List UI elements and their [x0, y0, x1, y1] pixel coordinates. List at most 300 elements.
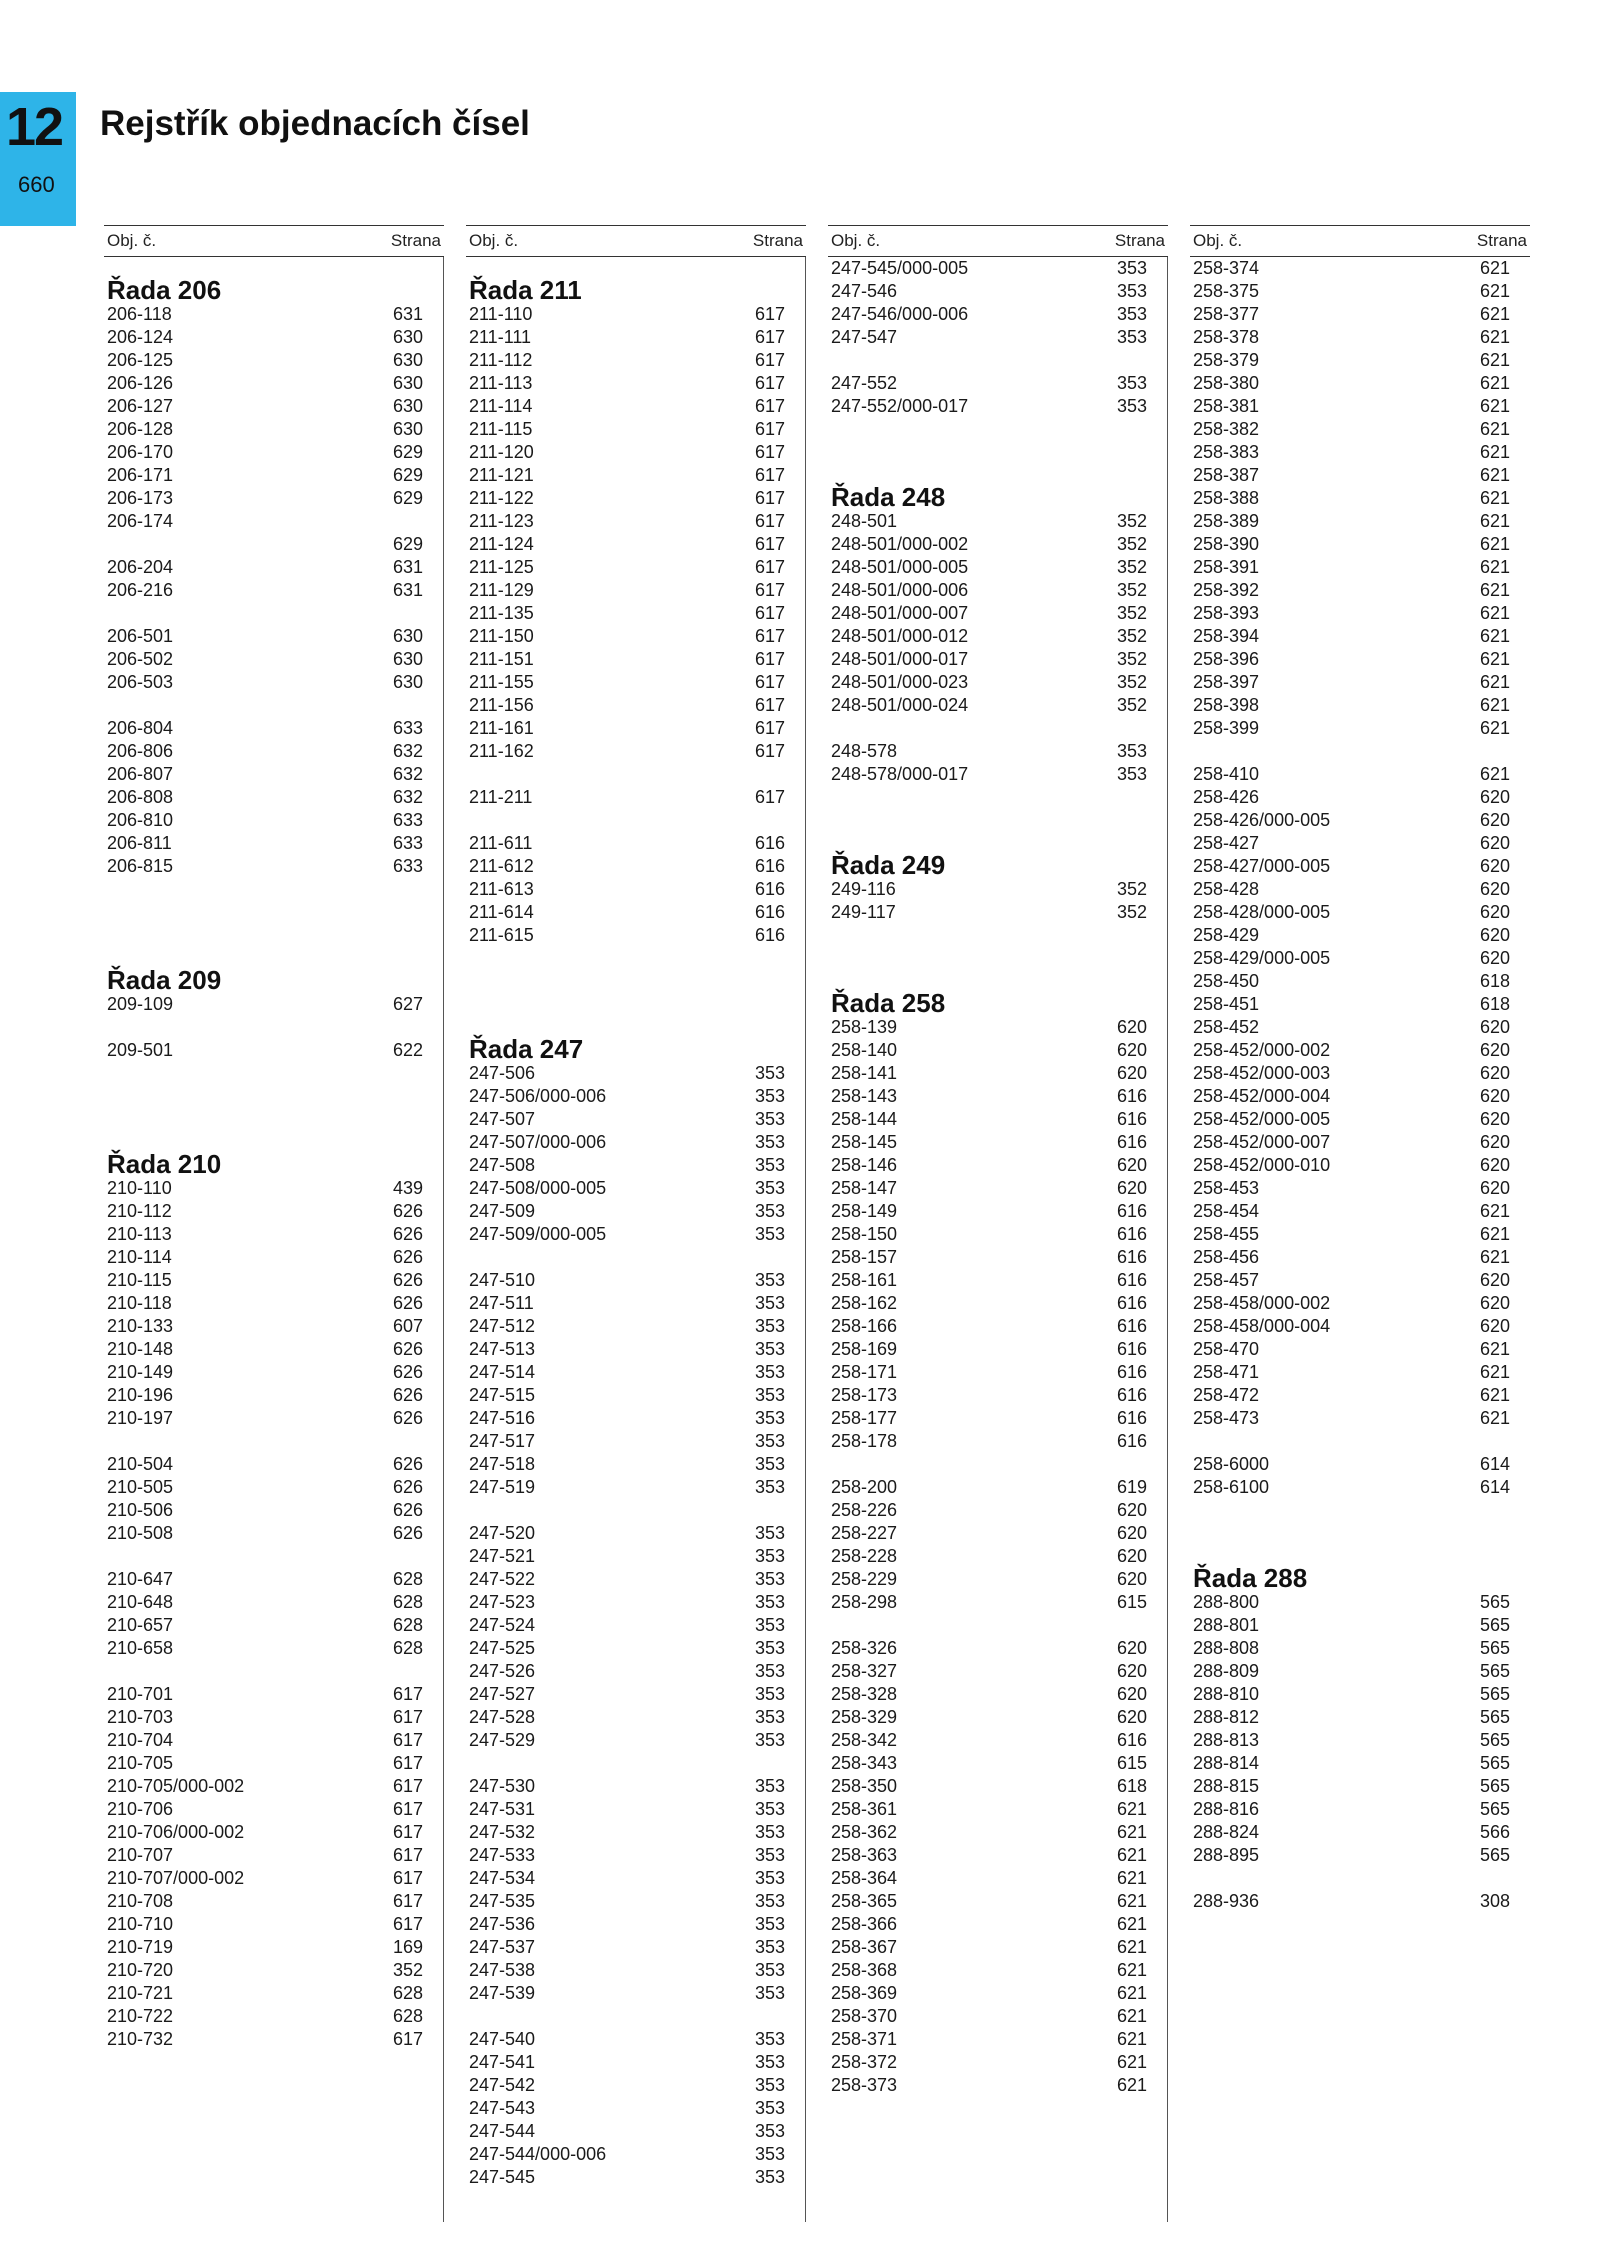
row-spacer: [469, 809, 785, 832]
index-row: [1193, 1775, 1510, 1798]
order-number: 258-343: [831, 1753, 898, 1773]
page-ref: 626: [392, 1270, 423, 1290]
index-row: [1193, 763, 1510, 786]
index-row: [1193, 1016, 1510, 1039]
page-ref: 353: [754, 1454, 785, 1474]
order-number: 247-522: [469, 1569, 536, 1589]
page-ref: 352: [1116, 649, 1147, 669]
order-number: 247-525: [469, 1638, 536, 1658]
index-row: [831, 648, 1147, 671]
page-ref: 353: [754, 1638, 785, 1658]
order-number: 206-502: [107, 649, 174, 669]
index-row: [1193, 372, 1510, 395]
page-ref: 617: [754, 718, 785, 738]
order-number: 247-541: [469, 2052, 536, 2072]
order-number: 247-533: [469, 1845, 536, 1865]
series-heading: Řada 249: [831, 850, 946, 880]
index-row: [831, 1844, 1147, 1867]
page-ref: 565: [1479, 1845, 1510, 1865]
row-spacer: [107, 1108, 423, 1131]
page-ref: 626: [392, 1339, 423, 1359]
index-row: [469, 786, 785, 809]
order-number: 258-426/000-005: [1193, 810, 1331, 830]
page-ref: 353: [754, 1776, 785, 1796]
index-row: [107, 993, 423, 1016]
index-row: [831, 2028, 1147, 2051]
order-number: 247-545/000-005: [831, 258, 969, 278]
order-number: 258-380: [1193, 373, 1260, 393]
page-ref: 621: [1479, 1385, 1510, 1405]
index-row: [107, 1177, 423, 1200]
page-ref: 621: [1479, 465, 1510, 485]
page-ref: 353: [754, 1339, 785, 1359]
page-ref: 617: [392, 1799, 423, 1819]
page-ref: 617: [754, 672, 785, 692]
order-number: 206-811: [107, 833, 172, 853]
index-row: [831, 1430, 1147, 1453]
order-number: 258-387: [1193, 465, 1260, 485]
page-ref: 353: [754, 1983, 785, 2003]
page-ref: 353: [754, 1155, 785, 1175]
index-row: [107, 1936, 423, 1959]
page-ref: 621: [1479, 396, 1510, 416]
order-number: 210-732: [107, 2029, 174, 2049]
order-number: 206-124: [107, 327, 174, 347]
order-number: 210-148: [107, 1339, 174, 1359]
page-ref: 352: [1116, 672, 1147, 692]
index-row: [469, 1867, 785, 1890]
page-ref: 626: [392, 1408, 423, 1428]
page-ref: 353: [754, 1891, 785, 1911]
page-ref: 621: [1116, 1799, 1147, 1819]
page-ref: 621: [1479, 511, 1510, 531]
order-number: 247-544/000-006: [469, 2144, 607, 2164]
series-heading: Řada 206: [107, 275, 222, 305]
page-ref: 633: [392, 833, 423, 853]
order-number: 258-396: [1193, 649, 1260, 669]
index-row: [107, 1729, 423, 1752]
page-ref: 621: [1116, 1937, 1147, 1957]
page-ref: 621: [1479, 1339, 1510, 1359]
index-row: [1193, 694, 1510, 717]
order-number: 288-813: [1193, 1730, 1260, 1750]
index-row: [1193, 1085, 1510, 1108]
index-row: [831, 510, 1147, 533]
index-row: [107, 1246, 423, 1269]
index-row: [1193, 1660, 1510, 1683]
page-ref: 620: [1116, 1155, 1147, 1175]
page-ref: 353: [754, 1362, 785, 1382]
order-number: 247-534: [469, 1868, 536, 1888]
page-ref: 353: [754, 1615, 785, 1635]
order-number: 210-721: [107, 1983, 174, 2003]
page-ref: 617: [754, 511, 785, 531]
index-row: [469, 901, 785, 924]
page-ref: 439: [392, 1178, 423, 1198]
page-ref: 620: [1479, 1270, 1510, 1290]
order-number: 288-936: [1193, 1891, 1260, 1911]
index-row: [831, 1062, 1147, 1085]
order-number: 258-367: [831, 1937, 898, 1957]
page-ref: 620: [1116, 1684, 1147, 1704]
index-row: [831, 1384, 1147, 1407]
row-spacer: [107, 901, 423, 924]
index-row: [1193, 1706, 1510, 1729]
order-number: 247-514: [469, 1362, 536, 1382]
index-row: [1193, 602, 1510, 625]
index-row: [1193, 1039, 1510, 1062]
index-row: [831, 671, 1147, 694]
order-number: 211-611: [469, 833, 533, 853]
page-ref: 617: [754, 350, 785, 370]
page-ref: 628: [392, 1569, 423, 1589]
index-row: [1193, 786, 1510, 809]
order-number: 247-531: [469, 1799, 536, 1819]
index-row: [107, 1637, 423, 1660]
index-row: [831, 1200, 1147, 1223]
index-row: [831, 1706, 1147, 1729]
index-row: [469, 1361, 785, 1384]
index-row: [1193, 1476, 1510, 1499]
row-spacer: [107, 878, 423, 901]
order-number: 248-501/000-023: [831, 672, 969, 692]
page-ref: 566: [1479, 1822, 1510, 1842]
row-spacer: [469, 763, 785, 786]
page-ref: 353: [754, 1270, 785, 1290]
page-ref: 629: [392, 442, 423, 462]
page-ref: 620: [1116, 1500, 1147, 1520]
index-row: [469, 1338, 785, 1361]
page-ref: 617: [754, 649, 785, 669]
page-ref: 353: [754, 1868, 785, 1888]
index-row: [1193, 1798, 1510, 1821]
row-spacer: [831, 786, 1147, 809]
index-row: [469, 1683, 785, 1706]
index-row: [469, 1729, 785, 1752]
order-number: 247-513: [469, 1339, 536, 1359]
index-row: [469, 924, 785, 947]
order-number: 247-540: [469, 2029, 536, 2049]
page-number: 660: [18, 172, 55, 197]
order-number: 210-112: [107, 1201, 172, 1221]
page-ref: 617: [754, 304, 785, 324]
page-ref: 353: [1116, 396, 1147, 416]
index-row: [469, 1407, 785, 1430]
order-number: 247-552: [831, 373, 898, 393]
index-row: [831, 1568, 1147, 1591]
order-number: 258-388: [1193, 488, 1260, 508]
page-ref: 617: [754, 695, 785, 715]
order-number: 247-510: [469, 1270, 536, 1290]
index-row: [107, 2005, 423, 2028]
order-number: 288-816: [1193, 1799, 1260, 1819]
index-row: [831, 1936, 1147, 1959]
page-ref: 352: [1116, 511, 1147, 531]
index-row: [469, 671, 785, 694]
order-number: 211-135: [469, 603, 534, 623]
page-ref: 629: [392, 488, 423, 508]
column-header-order-number: Obj. č.: [831, 231, 881, 250]
order-number: 247-516: [469, 1408, 536, 1428]
order-number: 209-109: [107, 994, 174, 1014]
page-ref: 352: [1116, 534, 1147, 554]
page-ref: 617: [754, 741, 785, 761]
row-spacer: [469, 970, 785, 993]
order-number: 258-298: [831, 1592, 898, 1612]
index-row: [469, 1062, 785, 1085]
series-heading: Řada 258: [831, 988, 946, 1018]
row-spacer: [831, 947, 1147, 970]
index-row: [1193, 1752, 1510, 1775]
order-number: 247-539: [469, 1983, 536, 2003]
row-spacer: [831, 717, 1147, 740]
index-row: [469, 2143, 785, 2166]
order-number: 258-427/000-005: [1193, 856, 1331, 876]
index-row: [1193, 1614, 1510, 1637]
page-ref: 617: [392, 1845, 423, 1865]
order-number: 258-457: [1193, 1270, 1260, 1290]
page-ref: 565: [1479, 1776, 1510, 1796]
order-number: 210-149: [107, 1362, 174, 1382]
order-number: 258-471: [1193, 1362, 1260, 1382]
order-number: 211-122: [469, 488, 534, 508]
page-ref: 353: [754, 1316, 785, 1336]
index-row: [469, 1982, 785, 2005]
index-row: [107, 1982, 423, 2005]
page-ref: 626: [392, 1523, 423, 1543]
order-number: 206-804: [107, 718, 174, 738]
page-ref: 617: [392, 2029, 423, 2049]
page-ref: 617: [392, 1914, 423, 1934]
page-ref: 616: [1116, 1247, 1147, 1267]
order-number: 258-364: [831, 1868, 898, 1888]
index-row: [469, 510, 785, 533]
index-row: [1193, 1246, 1510, 1269]
order-number: 247-507/000-006: [469, 1132, 607, 1152]
index-row: [831, 1476, 1147, 1499]
order-number: 210-706/000-002: [107, 1822, 245, 1842]
order-number: 258-452: [1193, 1017, 1260, 1037]
order-number: 210-704: [107, 1730, 174, 1750]
column-header-page: Strana: [1114, 231, 1165, 250]
page-ref: 353: [754, 2121, 785, 2141]
page-ref: 626: [392, 1477, 423, 1497]
order-number: 258-456: [1193, 1247, 1260, 1267]
page-ref: 352: [1116, 879, 1147, 899]
index-row: [469, 1200, 785, 1223]
order-number: 247-530: [469, 1776, 536, 1796]
page-ref: 616: [754, 879, 785, 899]
page-ref: 620: [1116, 1546, 1147, 1566]
column-header-page: Strana: [390, 231, 441, 250]
index-row: [469, 1177, 785, 1200]
page-ref: 621: [1116, 2075, 1147, 2095]
index-row: [831, 1131, 1147, 1154]
row-spacer: [831, 809, 1147, 832]
order-number: 258-382: [1193, 419, 1260, 439]
index-row: [469, 1936, 785, 1959]
index-row: [107, 1844, 423, 1867]
page-ref: 353: [754, 1730, 785, 1750]
page-ref: 631: [392, 580, 423, 600]
page-ref: 353: [754, 1661, 785, 1681]
index-row: [469, 1154, 785, 1177]
index-row: [107, 372, 423, 395]
order-number: 210-114: [107, 1247, 172, 1267]
index-row: [831, 395, 1147, 418]
order-number: 258-458/000-004: [1193, 1316, 1331, 1336]
page-ref: 621: [1479, 327, 1510, 347]
page-ref: 616: [754, 833, 785, 853]
order-number: 258-452/000-007: [1193, 1132, 1331, 1152]
index-row: [107, 2028, 423, 2051]
page-ref: 621: [1479, 718, 1510, 738]
index-row: [107, 418, 423, 441]
order-number: 258-227: [831, 1523, 898, 1543]
index-row: [1193, 1453, 1510, 1476]
page-ref: 633: [392, 856, 423, 876]
order-number: 258-393: [1193, 603, 1260, 623]
row-spacer: [107, 1062, 423, 1085]
index-row: [107, 1223, 423, 1246]
order-number: 258-177: [831, 1408, 898, 1428]
page-ref: 353: [754, 2144, 785, 2164]
index-row: [469, 1108, 785, 1131]
index-row: [107, 1798, 423, 1821]
order-number: 248-501/000-005: [831, 557, 969, 577]
order-number: 248-501/000-017: [831, 649, 969, 669]
index-column: [1190, 225, 1530, 2222]
page-ref: 620: [1479, 787, 1510, 807]
index-row: [469, 2166, 785, 2189]
page-ref: 353: [754, 1707, 785, 1727]
order-number: 258-329: [831, 1707, 898, 1727]
order-number: 288-810: [1193, 1684, 1260, 1704]
page-ref: 352: [1116, 557, 1147, 577]
index-row: [107, 533, 423, 556]
index-row: [831, 1522, 1147, 1545]
order-number: 247-526: [469, 1661, 536, 1681]
page-ref: 620: [1116, 1178, 1147, 1198]
page-ref: 353: [754, 1523, 785, 1543]
index-column: [466, 225, 806, 2222]
row-spacer: [107, 924, 423, 947]
order-number: 210-658: [107, 1638, 174, 1658]
order-number: 211-115: [469, 419, 533, 439]
series-heading: Řada 248: [831, 482, 946, 512]
page-ref: 621: [1116, 1868, 1147, 1888]
order-number: 258-326: [831, 1638, 898, 1658]
page-ref: 628: [392, 1592, 423, 1612]
page-ref: 617: [392, 1891, 423, 1911]
column-header: [104, 225, 444, 257]
index-row: [1193, 993, 1510, 1016]
page-ref: 353: [754, 1914, 785, 1934]
order-number: 206-127: [107, 396, 174, 416]
order-number: 206-171: [107, 465, 174, 485]
index-row: [469, 1798, 785, 1821]
index-row: [469, 832, 785, 855]
page-ref: 630: [392, 396, 423, 416]
index-row: [107, 786, 423, 809]
index-row: [831, 1867, 1147, 1890]
order-number: 210-722: [107, 2006, 174, 2026]
order-number: 210-133: [107, 1316, 174, 1336]
page-ref: 616: [1116, 1730, 1147, 1750]
order-number: 288-895: [1193, 1845, 1260, 1865]
page-ref: 616: [1116, 1270, 1147, 1290]
index-row: [469, 556, 785, 579]
order-number: 247-546/000-006: [831, 304, 969, 324]
index-row: [831, 694, 1147, 717]
index-row: [1193, 510, 1510, 533]
page-ref: 626: [392, 1201, 423, 1221]
order-number: 206-173: [107, 488, 174, 508]
order-number: 206-806: [107, 741, 174, 761]
page-ref: 632: [392, 787, 423, 807]
page-ref: 565: [1479, 1615, 1510, 1635]
index-row: [831, 1108, 1147, 1131]
order-number: 247-547: [831, 327, 898, 347]
order-number: 258-157: [831, 1247, 898, 1267]
order-number: 258-473: [1193, 1408, 1260, 1428]
order-number: 247-552/000-017: [831, 396, 969, 416]
index-row: [831, 2074, 1147, 2097]
index-row: [469, 1706, 785, 1729]
order-number: 258-470: [1193, 1339, 1260, 1359]
page-ref: 617: [754, 465, 785, 485]
row-spacer: [469, 947, 785, 970]
index-row: [831, 1637, 1147, 1660]
index-row: [1193, 487, 1510, 510]
row-spacer: [1193, 1430, 1510, 1453]
page-ref: 565: [1479, 1638, 1510, 1658]
index-row: [831, 1338, 1147, 1361]
order-number: 211-151: [469, 649, 534, 669]
page-ref: 352: [1116, 603, 1147, 623]
page-ref: 353: [1116, 258, 1147, 278]
order-number: 258-140: [831, 1040, 898, 1060]
order-number: 288-824: [1193, 1822, 1260, 1842]
page-ref: 616: [754, 925, 785, 945]
order-number: 210-197: [107, 1408, 174, 1428]
column-body: [466, 257, 806, 2222]
order-number: 211-156: [469, 695, 534, 715]
index-row: [1193, 533, 1510, 556]
index-row: [107, 1591, 423, 1614]
page-ref: 617: [392, 1730, 423, 1750]
index-row: [469, 2097, 785, 2120]
page-ref: 620: [1116, 1063, 1147, 1083]
index-row: [469, 1959, 785, 1982]
order-number: 258-171: [831, 1362, 898, 1382]
index-row: [1193, 924, 1510, 947]
order-number: 247-511: [469, 1293, 534, 1313]
order-number: 210-504: [107, 1454, 174, 1474]
page-ref: 617: [754, 534, 785, 554]
page-ref: 632: [392, 741, 423, 761]
page-ref: 617: [754, 396, 785, 416]
index-row: [1193, 1315, 1510, 1338]
index-row: [107, 326, 423, 349]
page-ref: 353: [754, 1569, 785, 1589]
page-ref: 617: [754, 419, 785, 439]
order-number: 210-113: [107, 1224, 172, 1244]
index-row: [831, 2005, 1147, 2028]
order-number: 210-710: [107, 1914, 174, 1934]
order-number: 258-143: [831, 1086, 898, 1106]
page-ref: 616: [1116, 1224, 1147, 1244]
